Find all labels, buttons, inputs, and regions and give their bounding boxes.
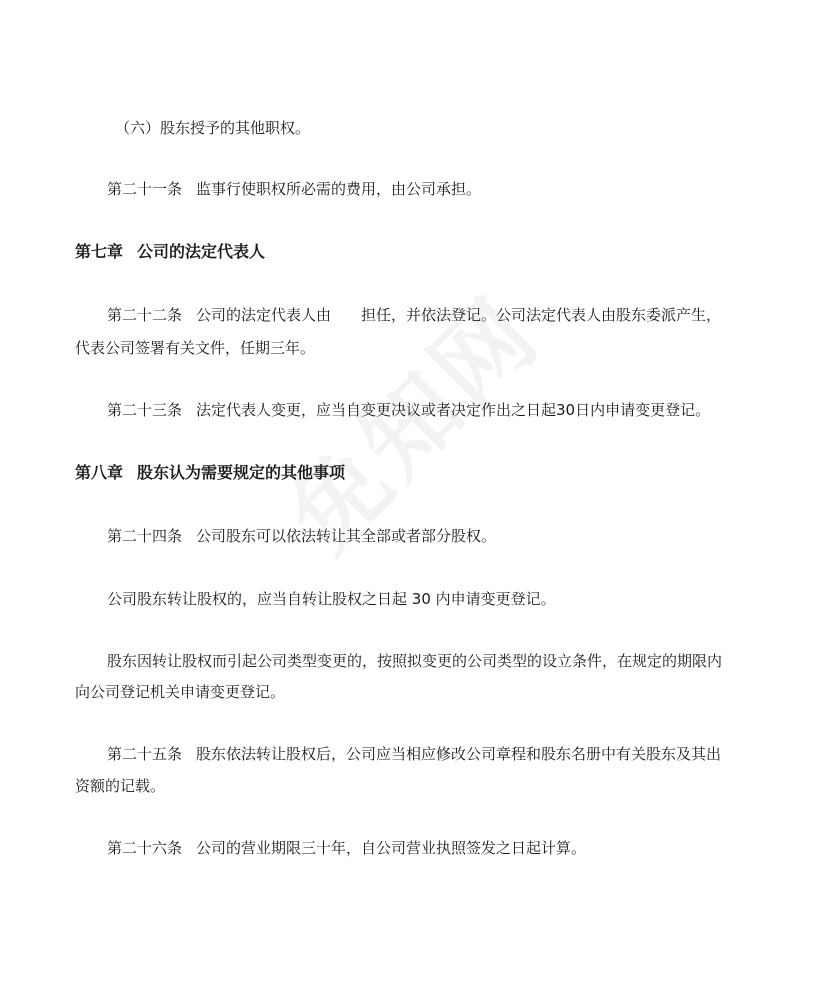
article-23-text: 法定代表人变更，应当自变更决议或者决定作出之日起30日内申请变更登记。: [196, 401, 711, 419]
article-24: [107, 526, 496, 546]
item-6: （六）股东授予的其他职权。: [115, 119, 311, 137]
chapter-7-title: 公司的法定代表人: [137, 242, 266, 261]
chapter-7-heading: [75, 242, 265, 262]
article-22-continued: 代表公司签署有关文件，任期三年。: [75, 339, 316, 357]
chapter-7-label: 第七章: [75, 242, 124, 261]
article-24-text: 公司股东可以依法转让其全部或者部分股权。: [196, 527, 497, 545]
article-22-text-a: 公司的法定代表人由: [196, 306, 332, 324]
article-22-text-b: 担任，并依法登记。公司法定代表人由股东委派产生，: [361, 306, 722, 324]
article-21: [107, 179, 481, 199]
chapter-8-label: 第八章: [75, 463, 124, 482]
article-21-text: 监事行使职权所必需的费用，由公司承担。: [196, 180, 482, 198]
para-type-change-continued: 向公司登记机关申请变更登记。: [75, 683, 286, 701]
article-26: [107, 838, 586, 858]
para-type-change: 股东因转让股权而引起公司类型变更的，按照拟变更的公司类型的设立条件，在规定的期限内: [107, 652, 723, 670]
article-26-text: 公司的营业期限三十年，自公司营业执照签发之日起计算。: [196, 839, 587, 857]
chapter-8-title: 股东认为需要规定的其他事项: [137, 463, 346, 482]
article-23-label: 第二十三条: [107, 401, 183, 419]
article-23: [107, 400, 710, 420]
article-26-label: 第二十六条: [107, 839, 183, 857]
article-25-continued: 资额的记载。: [75, 777, 166, 795]
article-21-label: 第二十一条: [107, 180, 183, 198]
article-22: [107, 305, 721, 325]
article-25-text-a: 股东依法转让股权后，公司应当相应修改公司章程和股东名册中有关股东及其出: [196, 745, 722, 763]
para-share-transfer: 公司股东转让股权的，应当自转让股权之日起 30 内申请变更登记。: [107, 590, 556, 608]
article-24-label: 第二十四条: [107, 527, 183, 545]
article-22-label: 第二十二条: [107, 306, 183, 324]
article-25: [107, 744, 721, 764]
article-25-label: 第二十五条: [107, 745, 183, 763]
chapter-8-heading: [75, 463, 345, 483]
